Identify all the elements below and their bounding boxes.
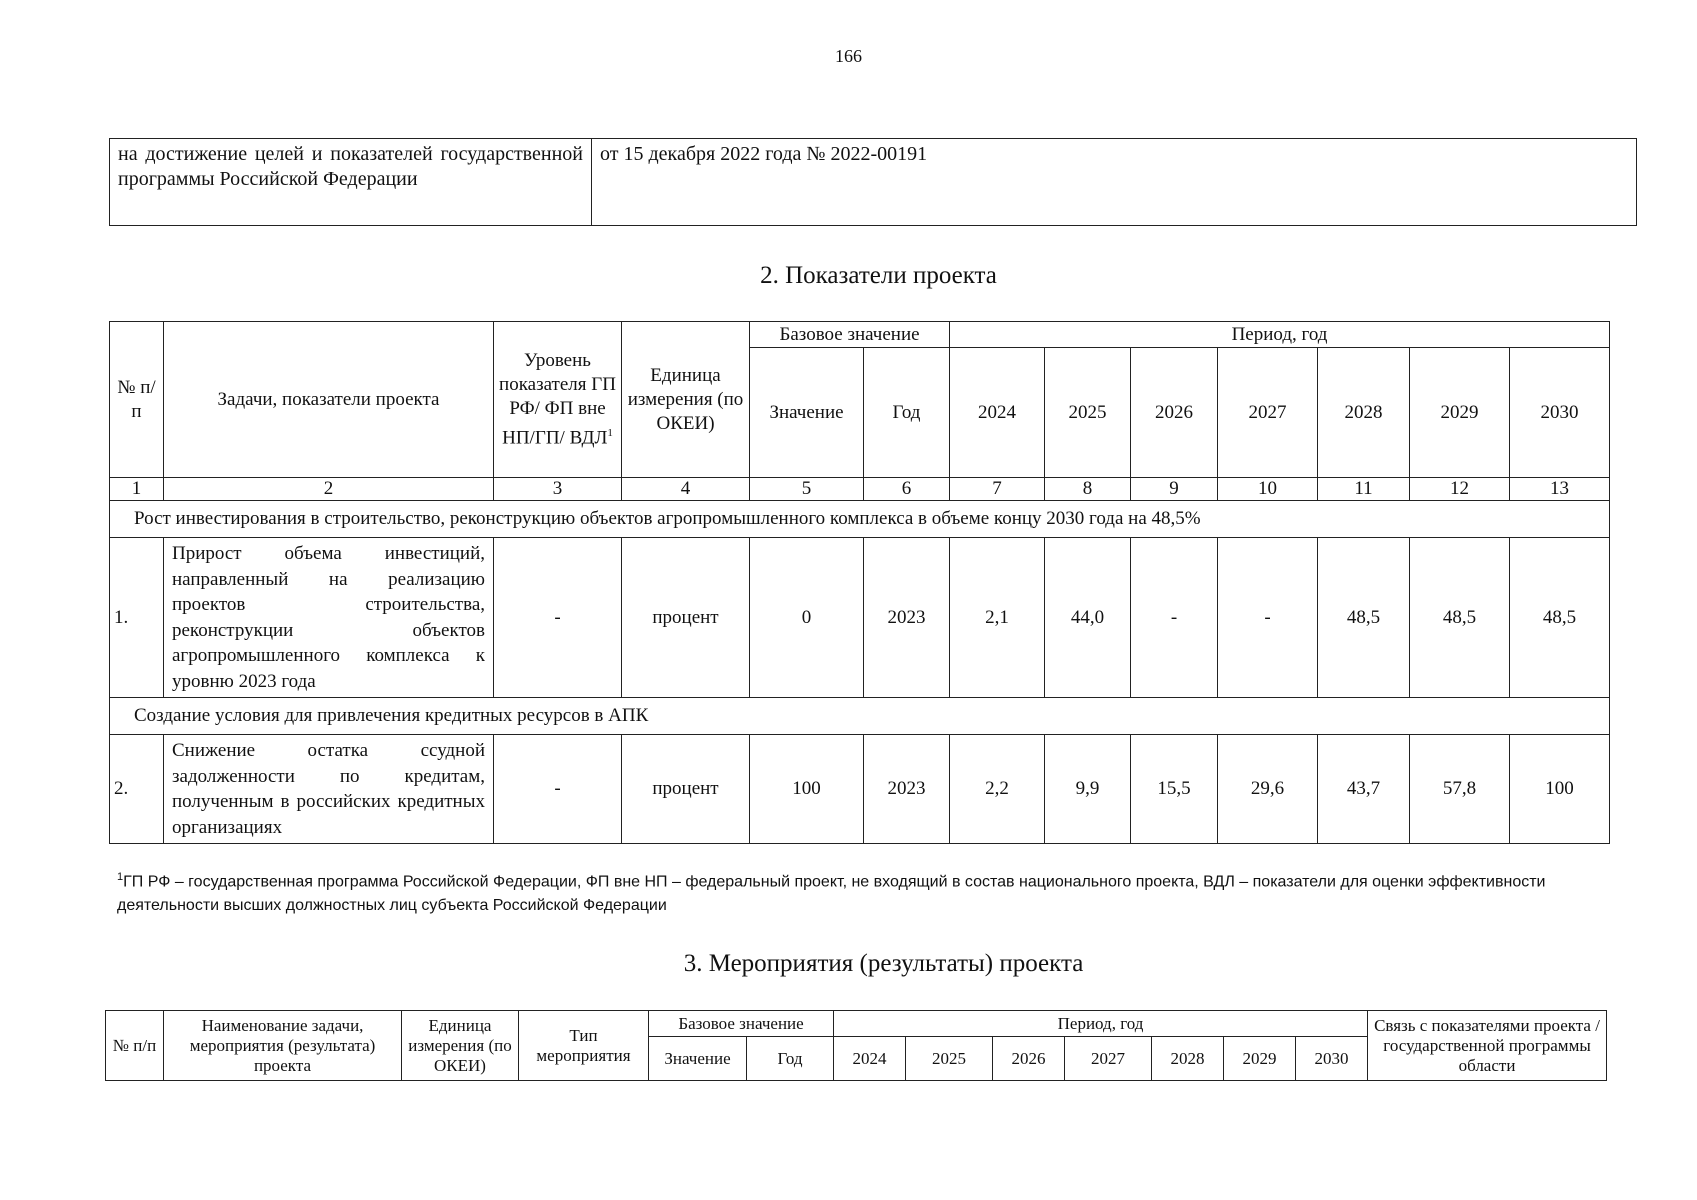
header-left-cell: на достижение целей и показателей государственной программы Российской Федерации [110,139,592,226]
column-number: 8 [1045,478,1131,501]
header-base: Базовое значение [750,322,950,348]
events-header-year: 2027 [1065,1037,1152,1081]
header-unit: Единица измерения (по ОКЕИ) [622,322,750,478]
events-header-base: Базовое значение [649,1011,834,1037]
section-row [110,698,1610,735]
section-title-events: 3. Мероприятия (результаты) проекта [683,950,1084,977]
header-level-text: Уровень показателя ГП РФ/ ФП вне НП/ГП/ ВДЛ [499,349,616,449]
row-num: 2. [110,735,164,844]
events-header-unit: Единица измерения (по ОКЕИ) [402,1011,519,1081]
column-number: 9 [1131,478,1218,501]
events-header-num: № п/п [106,1011,164,1081]
footnote-marker: 1 [117,871,124,883]
column-number: 5 [750,478,864,501]
header-right-cell: от 15 декабря 2022 года № 2022-00191 [592,139,1637,226]
row-value: 15,5 [1131,735,1218,844]
row-level: - [494,735,622,844]
header-year: 2030 [1510,348,1610,478]
table-row [110,735,1610,844]
events-header-base-year: Год [747,1037,834,1081]
column-number: 1 [110,478,164,501]
header-base-value: Значение [750,348,864,478]
header-year: 2029 [1410,348,1510,478]
footnote-text: ГП РФ – государственная программа Российской Федерации, ФП вне НП – федеральный проект, не входящий в состав национального проекта, ВДЛ – показатели для оценки эффективности деятельности высших должностных лиц субъекта Российской Федерации [117,873,1546,915]
header-task: Задачи, показатели проекта [164,322,494,478]
column-number: 10 [1218,478,1318,501]
row-value: 29,6 [1218,735,1318,844]
events-header-period: Период, год [834,1011,1368,1037]
column-number: 13 [1510,478,1610,501]
footnote [117,865,1577,918]
events-header-type: Тип мероприятия [519,1011,649,1081]
events-header-year: 2028 [1152,1037,1224,1081]
header-year: 2026 [1131,348,1218,478]
row-value: - [1131,538,1218,698]
indicators-table [109,321,1610,844]
events-header-year: 2025 [906,1037,993,1081]
row-value: 43,7 [1318,735,1410,844]
row-base-value: 100 [750,735,864,844]
column-number: 6 [864,478,950,501]
events-header-year: 2024 [834,1037,906,1081]
row-value: 2,1 [950,538,1045,698]
section-title-row: Создание условия для привлечения кредитных ресурсов в АПК [110,698,1610,735]
section-title-row: Рост инвестирования в строительство, реконструкцию объектов агропромышленного комплекса в объеме концу 2030 года на 48,5% [110,501,1610,538]
row-value: 57,8 [1410,735,1510,844]
events-table [105,1010,1607,1081]
footnote-ref: 1 [607,426,613,439]
column-numbers-row [110,478,1610,501]
header-year: 2024 [950,348,1045,478]
row-level: - [494,538,622,698]
row-num: 1. [110,538,164,698]
events-header-year: 2030 [1296,1037,1368,1081]
column-number: 2 [164,478,494,501]
row-unit: процент [622,538,750,698]
header-year: 2028 [1318,348,1410,478]
section-row [110,501,1610,538]
row-task: Прирост объема инвестиций, направленный на реализацию проектов строительства, реконструкции объектов агропромышленного комплекса к уровню 2023 года [164,538,494,698]
row-value: 9,9 [1045,735,1131,844]
column-number: 11 [1318,478,1410,501]
header-base-year: Год [864,348,950,478]
row-value: 48,5 [1410,538,1510,698]
header-table [109,138,1637,226]
column-number: 3 [494,478,622,501]
row-value: 100 [1510,735,1610,844]
header-num: № п/п [110,322,164,478]
row-value: 48,5 [1318,538,1410,698]
row-base-year: 2023 [864,735,950,844]
row-base-year: 2023 [864,538,950,698]
section-title-indicators: 2. Показатели проекта [760,262,997,289]
page-number: 166 [835,46,862,66]
row-task: Снижение остатка ссудной задолженности по кредитам, полученным в российских кредитных организациях [164,735,494,844]
row-base-value: 0 [750,538,864,698]
row-value: 48,5 [1510,538,1610,698]
column-number: 12 [1410,478,1510,501]
row-unit: процент [622,735,750,844]
events-header-year: 2029 [1224,1037,1296,1081]
row-value: 2,2 [950,735,1045,844]
events-header-name: Наименование задачи, мероприятия (результата) проекта [164,1011,402,1081]
row-value: - [1218,538,1318,698]
header-year: 2025 [1045,348,1131,478]
header-level [494,322,622,478]
table-row [110,538,1610,698]
header-period: Период, год [950,322,1610,348]
row-value: 44,0 [1045,538,1131,698]
events-header-link: Связь с показателями проекта / государственной программы области [1368,1011,1607,1081]
column-number: 4 [622,478,750,501]
column-number: 7 [950,478,1045,501]
header-year: 2027 [1218,348,1318,478]
events-header-base-value: Значение [649,1037,747,1081]
events-header-year: 2026 [993,1037,1065,1081]
